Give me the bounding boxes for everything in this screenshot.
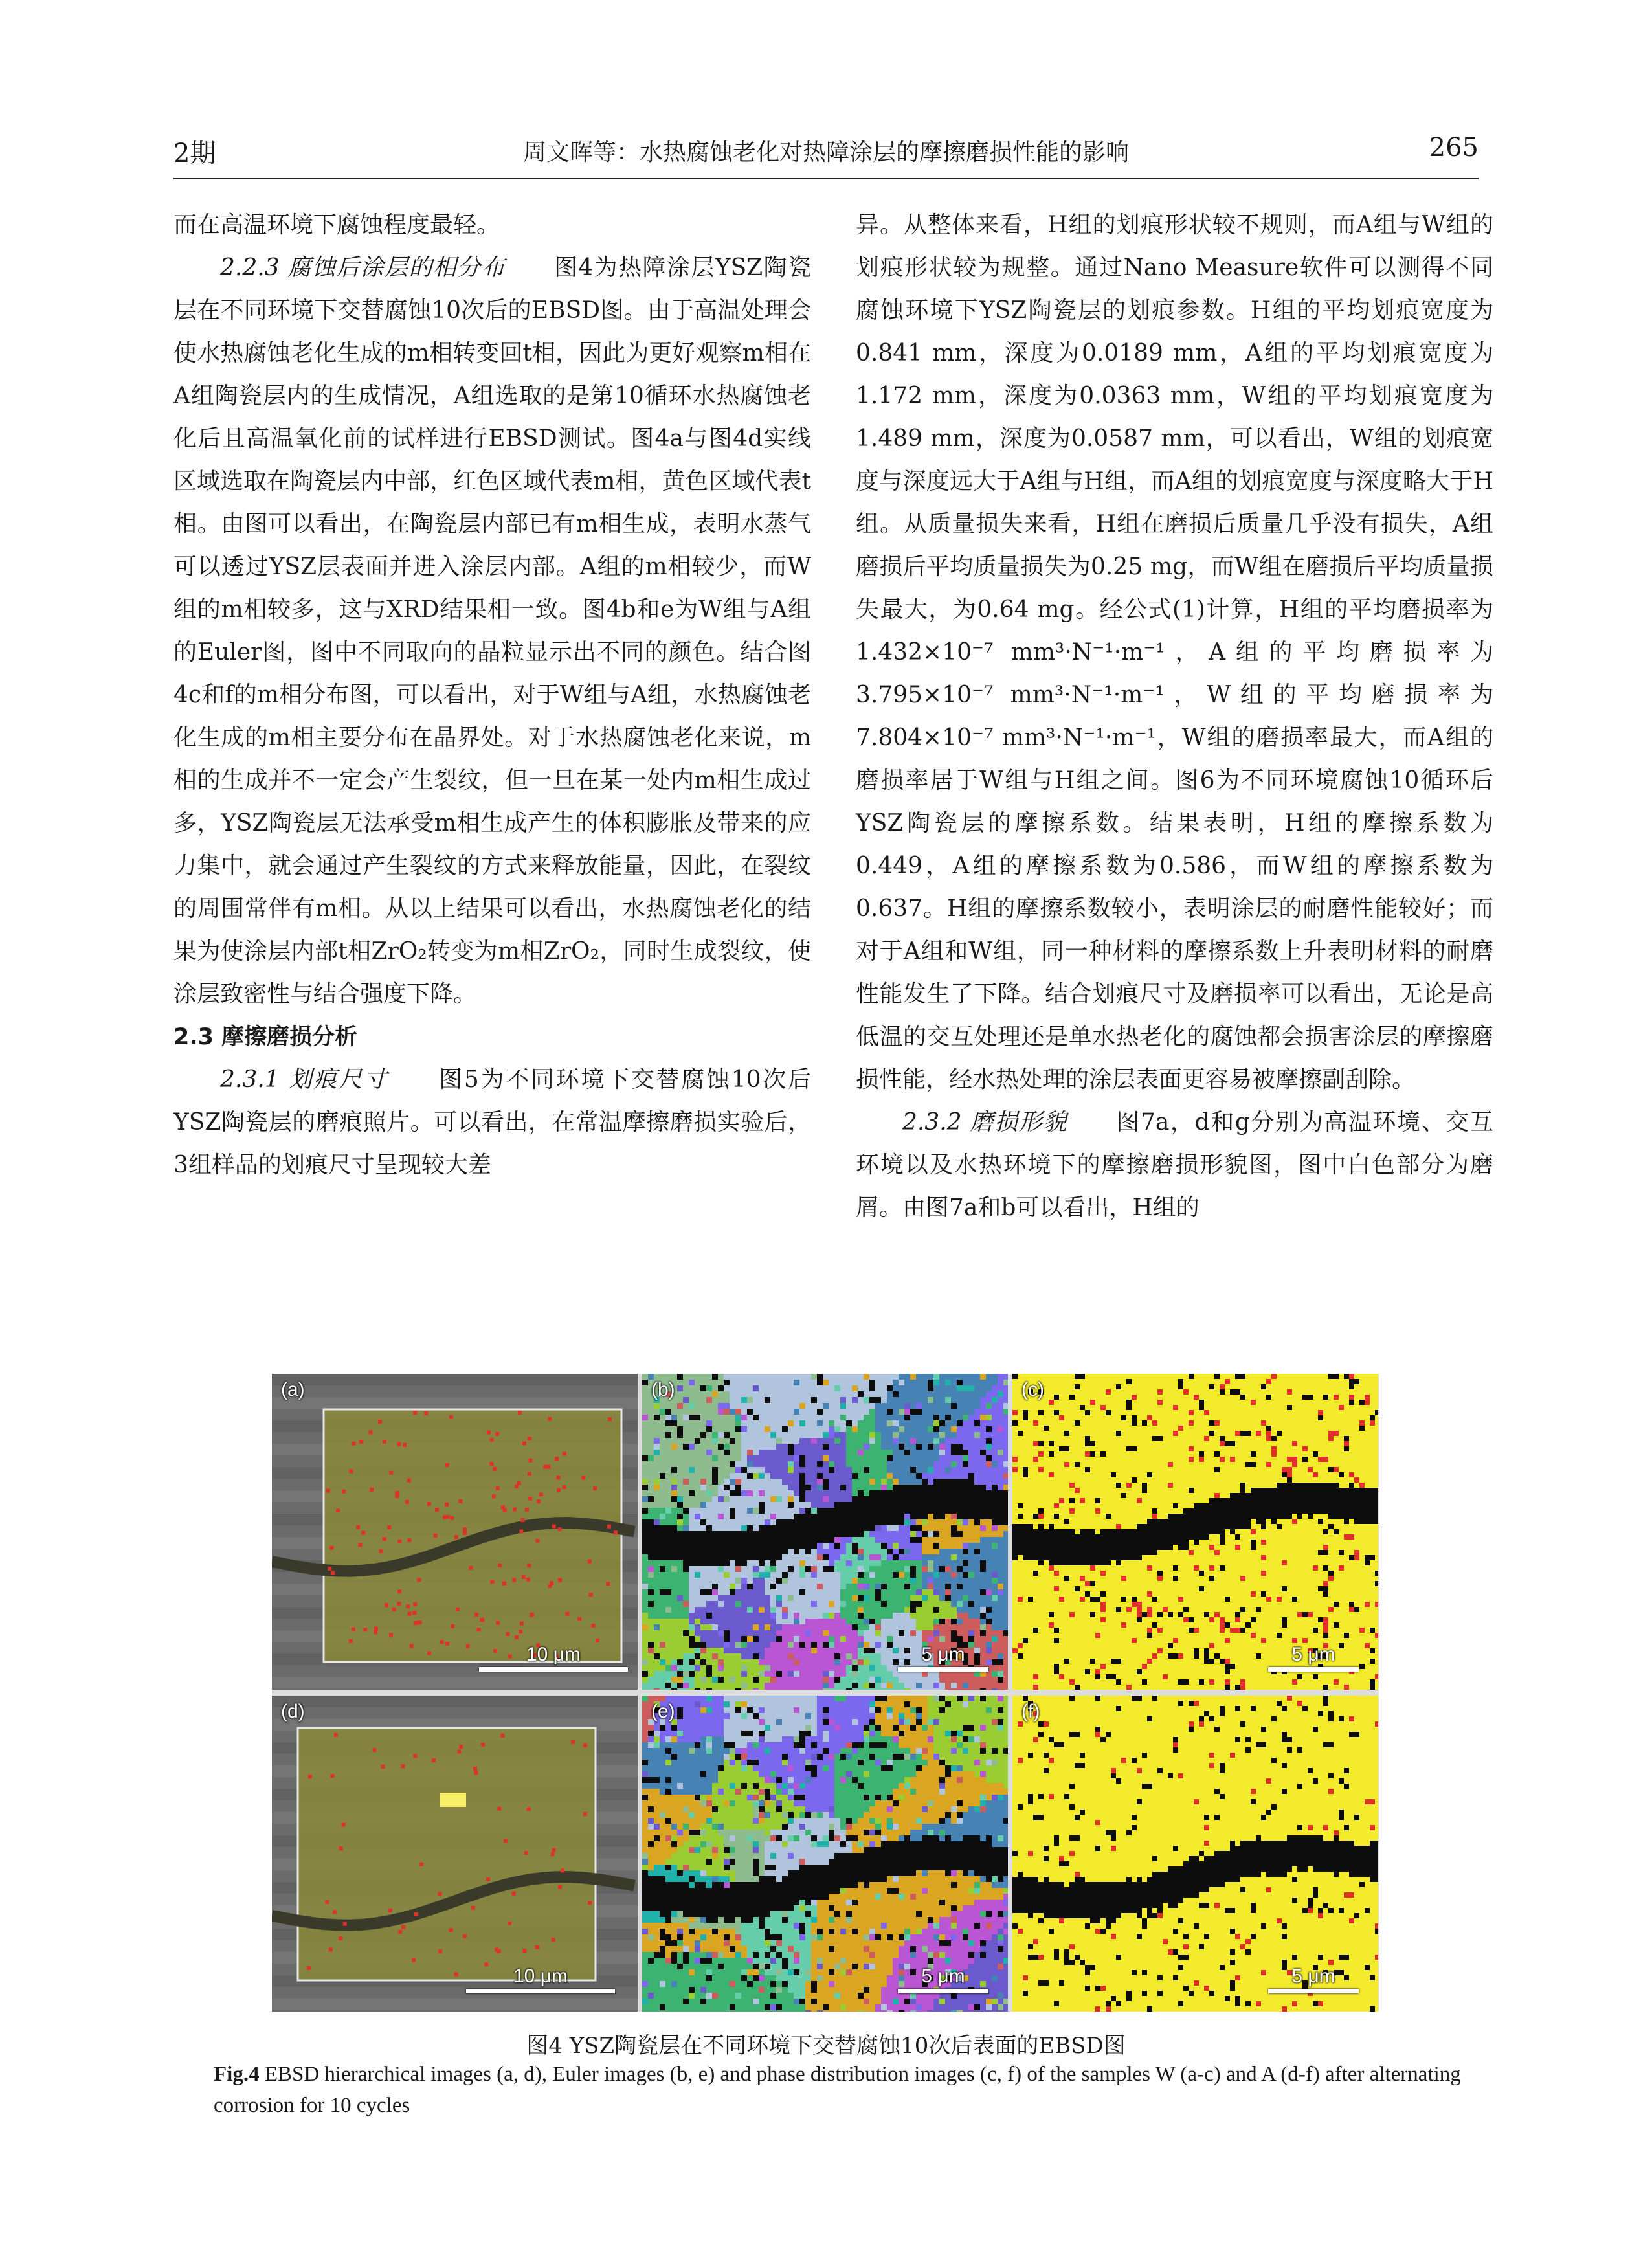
paragraph: 异。从整体来看，H组的划痕形状较不规则，而A组与W组的划痕形状较为规整。通过Nano Measure软件可以测得不同腐蚀环境下YSZ陶瓷层的划痕参数。H组的平均划痕宽度为0.841 mm，深度为0.0189 mm，A组的平均划痕宽度为1.172 mm，深度为0.0363 mm，W组的平均划痕宽度为1.489 mm，深度为0.0587 mm，可以看出，W组的划痕宽度与深度远大于A组与H组，而A组的划痕宽度与深度略大于H组。从质量损失来看，H组在磨损后质量几乎没有损失，A组磨损后平均质量损失为0.25 mg，而W组在磨损后平均质量损失最大，为0.64 mg。经公式(1)计算，H组的平均磨损率为1.432×10⁻⁷ mm³·N⁻¹·m⁻¹，A组的平均磨损率为3.795×10⁻⁷ mm³·N⁻¹·m⁻¹，W组的平均磨损率为7.804×10⁻⁷ mm³·N⁻¹·m⁻¹，W组的磨损率最大，而A组的磨损率居于W组与H组之间。图6为不同环境腐蚀10循环后YSZ陶瓷层的摩擦系数。结果表明，H组的摩擦系数为0.449，A组的摩擦系数为0.586，而W组的摩擦系数为0.637。H组的摩擦系数较小，表明涂层的耐磨性能较好；而对于A组和W组，同一种材料的摩擦系数上升表明材料的耐磨性能发生了下降。结合划痕尺寸及磨损率可以看出，无论是高低温的交互处理还是单水热老化的腐蚀都会损害涂层的摩擦磨损性能，经水热处理的涂层表面更容易被摩擦副刮除。	[856, 212, 1493, 1093]
figure-panel	[272, 1696, 638, 2012]
panel-label: (f)	[1021, 1701, 1040, 1722]
scale-bar	[466, 1966, 615, 1993]
subsection-heading: 2.2.3 腐蚀后涂层的相分布	[220, 254, 506, 281]
subsection-heading: 2.3.2 磨损形貌	[902, 1109, 1068, 1136]
paragraph	[856, 1101, 1493, 1229]
scale-bar	[479, 1644, 628, 1672]
scale-bar	[1268, 1644, 1359, 1672]
scale-bar	[1268, 1966, 1359, 1993]
paragraph-body: 图7a，d和g分别为高温环境、交互环境以及水热环境下的摩擦磨损形貌图，图中白色部分为磨屑。由图7a和b可以看出，H组的	[856, 1109, 1493, 1221]
subsection-heading: 2.3.1 划痕尺寸	[220, 1066, 389, 1093]
scale-bar-label: 5 μm	[921, 1966, 965, 1987]
caption-text: EBSD hierarchical images (a, d), Euler images (b, e) and phase distribution images (c, f) of the samples W (a-c) and A (d-f) after alternating corrosion for 10 cycles	[214, 2063, 1461, 2117]
scale-bar-label: 5 μm	[921, 1644, 965, 1665]
left-column	[173, 204, 811, 1187]
issue-number: 2期	[173, 139, 216, 168]
figure-panel	[1012, 1374, 1378, 1690]
header-rule	[173, 178, 1479, 179]
panel-label: (c)	[1021, 1379, 1044, 1400]
paragraph: 而在高温环境下腐蚀程度最轻。	[173, 212, 500, 238]
scale-bar	[898, 1644, 988, 1672]
scale-bar-line	[466, 1989, 615, 1993]
micrograph-image	[642, 1696, 1008, 2012]
section-heading: 2.3 摩擦磨损分析	[173, 1024, 358, 1050]
micrograph-image	[1012, 1696, 1378, 2012]
panel-label: (a)	[281, 1379, 305, 1400]
running-title: 周文晖等：水热腐蚀老化对热障涂层的摩擦磨损性能的影响	[522, 139, 1129, 166]
running-header	[173, 133, 1479, 178]
paragraph-body: 图5为不同环境下交替腐蚀10次后YSZ陶瓷层的磨痕照片。可以看出，在常温摩擦磨损实验后，3组样品的划痕尺寸呈现较大差	[173, 1066, 811, 1178]
scale-bar-line	[1268, 1989, 1359, 1993]
scale-bar-label: 10 μm	[513, 1966, 568, 1987]
micrograph-image	[272, 1696, 638, 2012]
panel-label: (b)	[651, 1379, 675, 1400]
figure-panel	[1012, 1696, 1378, 2012]
scale-bar-line	[479, 1667, 628, 1672]
scale-bar-line	[898, 1667, 988, 1672]
scale-bar-label: 5 μm	[1291, 1644, 1335, 1665]
figure-panel	[642, 1374, 1008, 1690]
figure-caption-zh: 图4 YSZ陶瓷层在不同环境下交替腐蚀10次后表面的EBSD图	[526, 2033, 1126, 2059]
scale-bar	[898, 1966, 988, 1993]
micrograph-image	[642, 1374, 1008, 1690]
page-number: 265	[1429, 133, 1479, 163]
micrograph-image	[272, 1374, 638, 1690]
micrograph-image	[1012, 1374, 1378, 1690]
panel-label: (e)	[651, 1701, 675, 1722]
right-column	[856, 204, 1493, 1229]
figure-4	[272, 1374, 1379, 2012]
figure-caption-en	[214, 2059, 1476, 2121]
figure-panel	[272, 1374, 638, 1690]
figure-panel	[642, 1696, 1008, 2012]
scale-bar-label: 10 μm	[526, 1644, 581, 1665]
scale-bar-line	[1268, 1667, 1359, 1672]
paragraph	[173, 1059, 811, 1187]
paragraph-body: 图4为热障涂层YSZ陶瓷层在不同环境下交替腐蚀10次后的EBSD图。由于高温处理会使水热腐蚀老化生成的m相转变回t相，因此为更好观察m相在A组陶瓷层内的生成情况，A组选取的是第10循环水热腐蚀老化后且高温氧化前的试样进行EBSD测试。图4a与图4d实线区域选取在陶瓷层内中部，红色区域代表m相，黄色区域代表t相。由图可以看出，在陶瓷层内部已有m相生成，表明水蒸气可以透过YSZ层表面并进入涂层内部。A组的m相较少，而W组的m相较多，这与XRD结果相一致。图4b和e为W组与A组的Euler图，图中不同取向的晶粒显示出不同的颜色。结合图4c和f的m相分布图，可以看出，对于W组与A组，水热腐蚀老化生成的m相主要分布在晶界处。对于水热腐蚀老化来说，m相的生成并不一定会产生裂纹，但一旦在某一处内m相生成过多，YSZ陶瓷层无法承受m相生成产生的体积膨胀及带来的应力集中，就会通过产生裂纹的方式来释放能量，因此，在裂纹的周围常伴有m相。从以上结果可以看出，水热腐蚀老化的结果为使涂层内部t相ZrO₂转变为m相ZrO₂，同时生成裂纹，使涂层致密性与结合强度下降。	[173, 254, 811, 1007]
caption-label: Fig.4	[214, 2063, 260, 2086]
scale-bar-line	[898, 1989, 988, 1993]
paragraph	[173, 247, 811, 1016]
panel-label: (d)	[281, 1701, 305, 1722]
scale-bar-label: 5 μm	[1291, 1966, 1335, 1987]
